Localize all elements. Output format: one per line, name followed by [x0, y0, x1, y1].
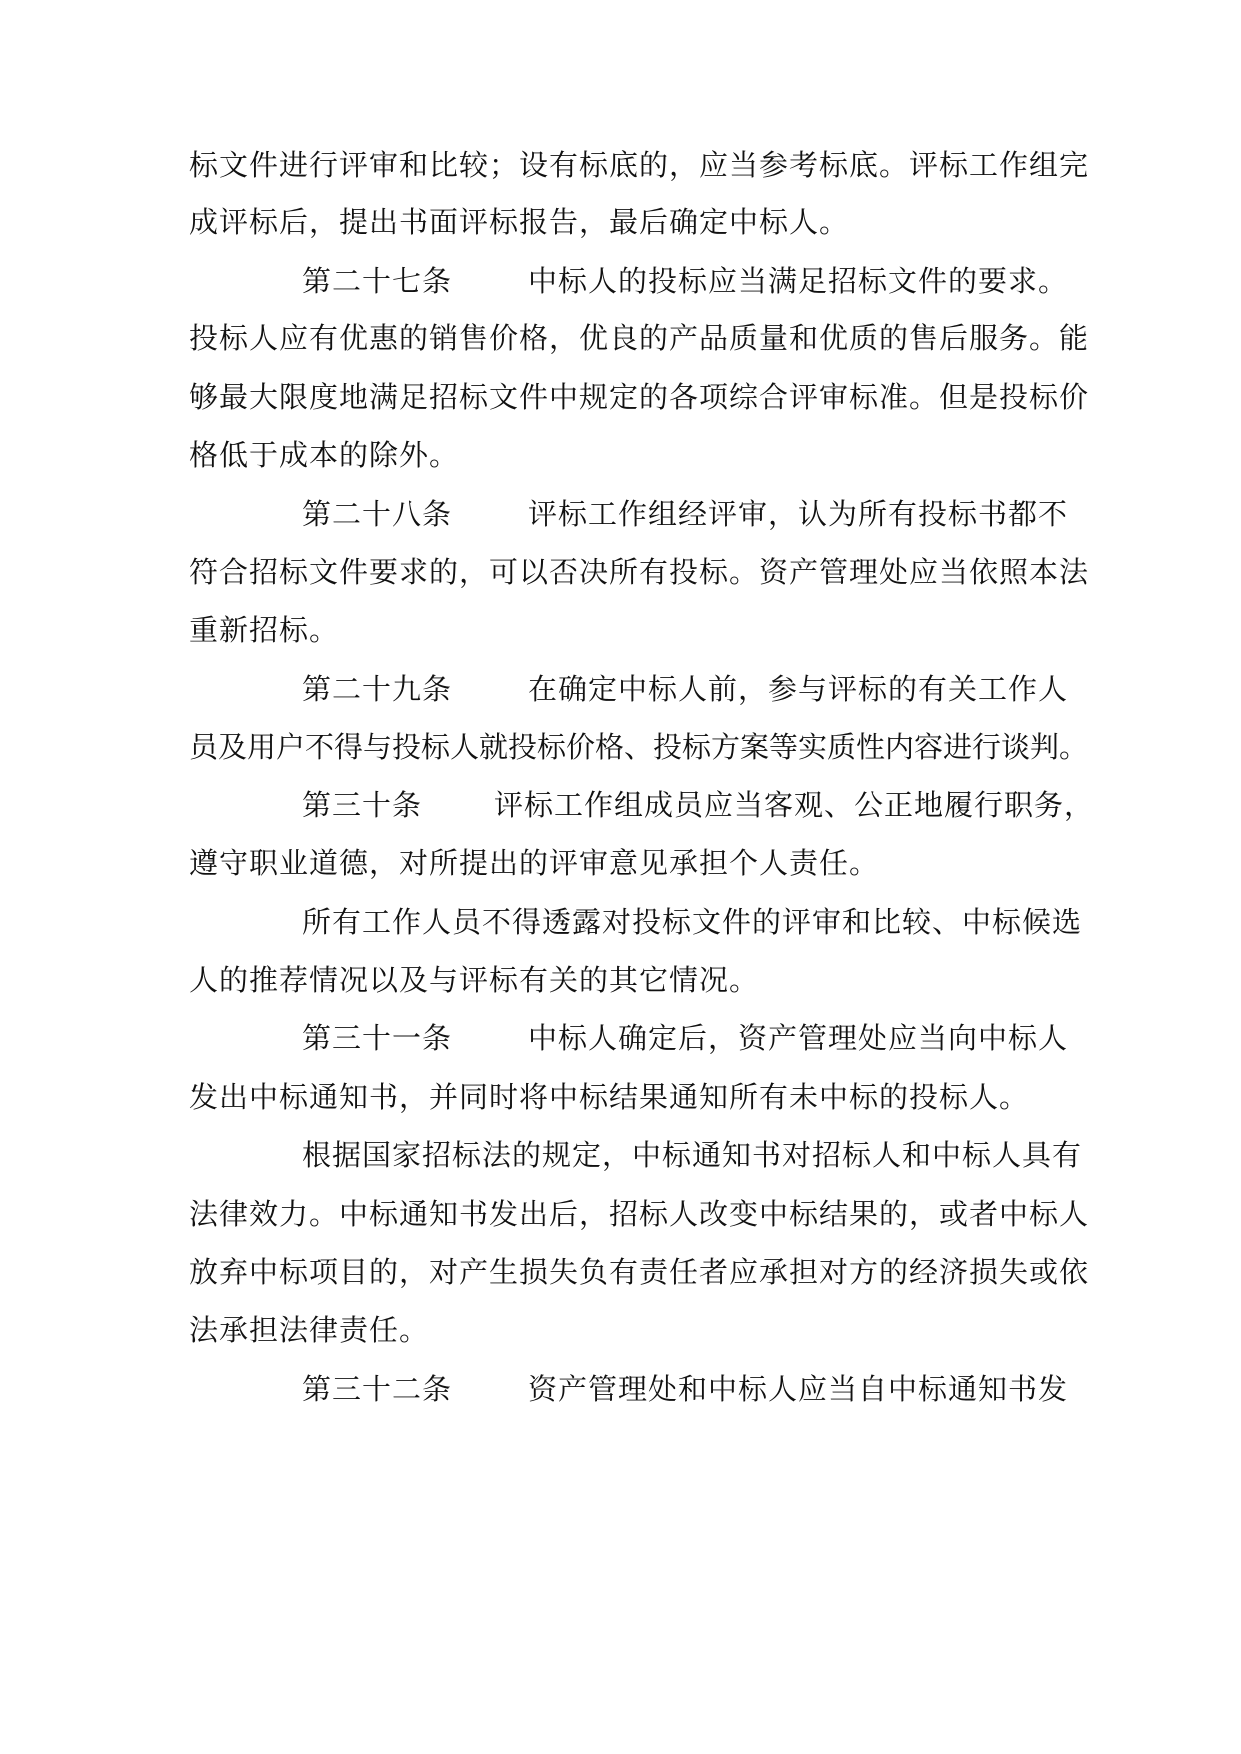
article-first-line: 资产管理处和中标人应当自中标通知书发 [528, 1372, 1069, 1406]
article-heading-line [302, 261, 1068, 301]
text-line: 标文件进行评审和比较；设有标底的，应当参考标底。评标工作组完 [189, 148, 1090, 182]
text-line: 发出中标通知书，并同时将中标结果通知所有未中标的投标人。 [189, 1080, 1030, 1114]
article-number: 第二十八条 [302, 497, 453, 531]
article-number: 第二十九条 [302, 672, 453, 706]
text-line: 符合招标文件要求的，可以否决所有投标。资产管理处应当依照本法 [189, 555, 1090, 589]
article-number: 第三十条 [302, 788, 423, 822]
article-heading-line [302, 1018, 1068, 1058]
text-line: 成评标后，提出书面评标报告，最后确定中标人。 [189, 205, 850, 239]
text-line: 放弃中标项目的，对产生损失负有责任者应承担对方的经济损失或依 [189, 1255, 1090, 1289]
text-line: 所有工作人员不得透露对投标文件的评审和比较、中标候选 [302, 905, 1083, 939]
article-heading-line [302, 1369, 1068, 1409]
text-line: 重新招标。 [189, 613, 340, 647]
text-line: 根据国家招标法的规定，中标通知书对招标人和中标人具有 [302, 1138, 1083, 1172]
article-number: 第三十一条 [302, 1021, 453, 1055]
article-number: 第二十七条 [302, 264, 453, 298]
article-heading-line [302, 669, 1068, 709]
article-first-line: 评标工作组成员应当客观、公正地履行职务， [494, 788, 1095, 822]
article-first-line: 中标人的投标应当满足招标文件的要求。 [528, 264, 1069, 298]
text-line: 人的推荐情况以及与评标有关的其它情况。 [189, 963, 760, 997]
article-first-line: 评标工作组经评审，认为所有投标书都不 [528, 497, 1069, 531]
text-line: 法承担法律责任。 [189, 1313, 430, 1347]
text-line: 够最大限度地满足招标文件中规定的各项综合评审标准。但是投标价 [189, 380, 1090, 414]
text-line: 投标人应有优惠的销售价格，优良的产品质量和优质的售后服务。能 [189, 321, 1090, 355]
article-heading-line [302, 494, 1068, 534]
text-line: 格低于成本的除外。 [189, 438, 460, 472]
article-first-line: 在确定中标人前，参与评标的有关工作人 [528, 672, 1069, 706]
article-heading-line [302, 785, 1094, 825]
article-number: 第三十二条 [302, 1372, 453, 1406]
text-line: 法律效力。中标通知书发出后，招标人改变中标结果的，或者中标人 [189, 1197, 1090, 1231]
text-line: 遵守职业道德，对所提出的评审意见承担个人责任。 [189, 846, 880, 880]
article-first-line: 中标人确定后，资产管理处应当向中标人 [528, 1021, 1069, 1055]
text-line: 员及用户不得与投标人就投标价格、投标方案等实质性内容进行谈判。 [189, 730, 1089, 764]
